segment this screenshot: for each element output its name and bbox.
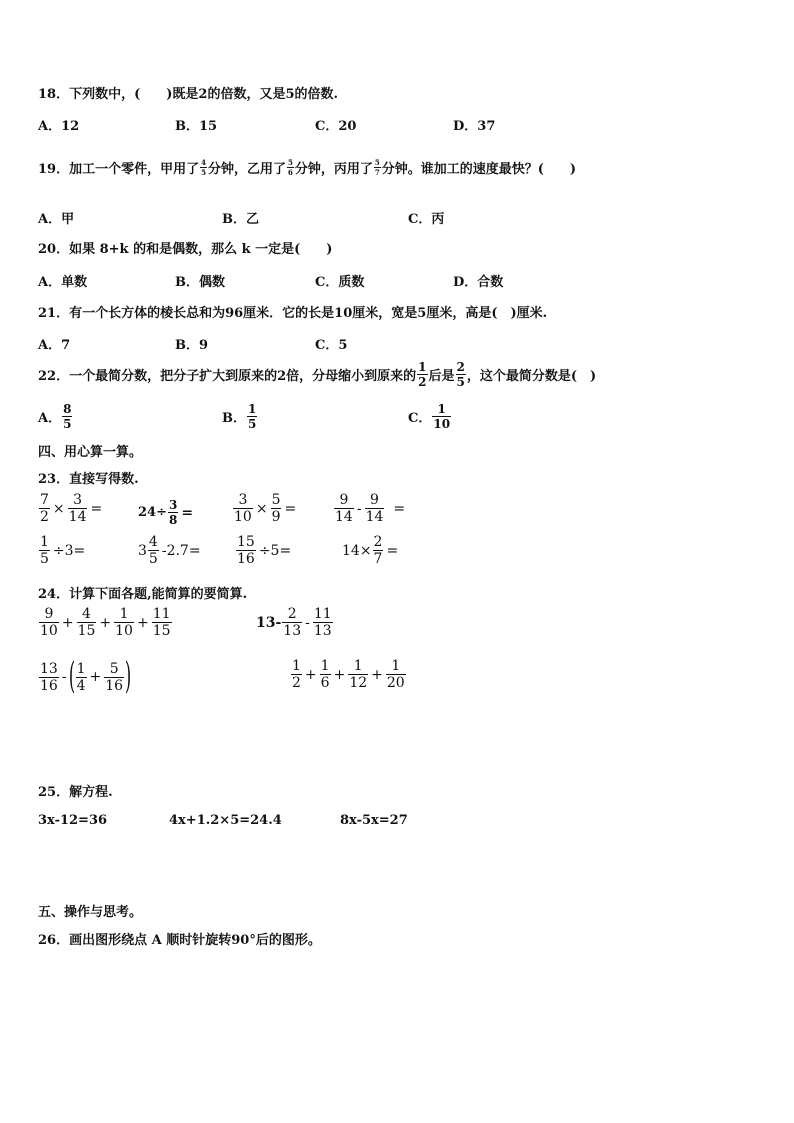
q23-expr-6: 3 $\frac{4}{5}$ -2.7= [138, 534, 201, 567]
q19-suffix: 分钟。谁加工的速度最快？( ) [381, 162, 577, 177]
q21-option-c: C．5 [315, 338, 348, 353]
q20-option-d: D．合数 [453, 275, 504, 290]
right-paren: ) [124, 656, 132, 697]
q21-option-b: B．9 [175, 338, 209, 353]
equation-3: 8x-5x=27 [340, 813, 408, 828]
fraction: $\frac{5}{7}$ [374, 158, 380, 177]
section-5-heading: 五、操作与思考。 [38, 905, 143, 920]
question-24-title: 24．计算下面各题,能简算的要简算. [38, 587, 248, 602]
fraction: $\frac{1}{10}$ [433, 402, 451, 431]
question-19-text [38, 158, 576, 177]
q23-expr-5: $\frac{1}{5}$ ÷3= [40, 534, 86, 567]
q23-expr-1: $\frac{7}{2}$ × $\frac{3}{14}$ = [40, 492, 103, 525]
q19-mid2: 分钟，丙用了 [294, 162, 373, 177]
fraction: $\frac{4}{5}$ [201, 158, 206, 177]
q22-mid: 后是 [428, 369, 455, 384]
q24-expr-1: $\frac{9}{10}$ + $\frac{4}{15}$ + $\frac{1}{10}$ + $\frac{11}{15}$ [40, 606, 171, 639]
q24-expr-2: 13- $\frac{2}{13}$ - $\frac{11}{13}$ [256, 606, 332, 639]
left-paren: ( [68, 656, 75, 697]
fraction: $\frac{2}{5}$ [456, 360, 465, 389]
q18-option-d: D．37 [453, 119, 496, 134]
q18-option-b: B．15 [175, 119, 218, 134]
q18-option-c: C．20 [315, 119, 357, 134]
question-22-text [38, 361, 596, 388]
q22-option-b: B． $\frac{1}{5}$ [222, 402, 257, 431]
section-4-heading: 四、用心算一算。 [38, 445, 143, 460]
question-26-text: 26．画出图形绕点 A 顺时针旋转90°后的图形。 [38, 933, 321, 948]
equation-1: 3x-12=36 [38, 813, 108, 828]
q23-expr-3: $\frac{3}{10}$ × $\frac{5}{9}$ = [234, 492, 297, 525]
q19-option-c: C．丙 [408, 212, 445, 227]
fraction: $\frac{1}{5}$ [248, 402, 257, 431]
q20-option-c: C．质数 [315, 275, 365, 290]
fraction: $\frac{5}{6}$ [287, 158, 293, 177]
q21-option-a: A．7 [38, 338, 71, 353]
q23-expr-2: 24÷ $\frac{3}{8}$ = [138, 498, 194, 527]
q19-option-b: B．乙 [222, 212, 259, 227]
q20-option-a: A．单数 [38, 275, 88, 290]
q24-expr-4: $\frac{1}{2}$ + $\frac{1}{6}$ + $\frac{1}{12}$ + $\frac{1}{20}$ [292, 658, 405, 691]
question-20-text: 20．如果 8+k 的和是偶数，那么 k 一定是( ) [38, 242, 333, 257]
q18-option-a: A．12 [38, 119, 80, 134]
q22-suffix: ，这个最简分数是( ) [466, 369, 597, 384]
q22-option-a: A． $\frac{8}{5}$ [38, 402, 72, 431]
q19-prefix: 19．加工一个零件，甲用了 [38, 162, 200, 177]
q23-expr-4: $\frac{9}{14}$ - $\frac{9}{14}$ = [335, 492, 406, 525]
question-21-text: 21．有一个长方体的棱长总和为96厘米．它的长是10厘米，宽是5厘米，高是( )厘米. [38, 306, 548, 321]
fraction: $\frac{8}{5}$ [63, 402, 72, 431]
question-25-title: 25．解方程. [38, 785, 113, 800]
q23-expr-7: $\frac{15}{16}$ ÷5= [237, 534, 292, 567]
question-23-title: 23．直接写得数. [38, 472, 139, 487]
q22-option-c: C． $\frac{1}{10}$ [408, 402, 451, 431]
q23-expr-8: 14× $\frac{2}{7}$ = [342, 534, 399, 567]
q20-option-b: B．偶数 [175, 275, 225, 290]
q19-mid1: 分钟，乙用了 [207, 162, 286, 177]
equation-2: 4x+1.2×5=24.4 [169, 813, 282, 828]
q19-option-a: A．甲 [38, 212, 75, 227]
q22-prefix: 22．一个最简分数，把分子扩大到原来的2倍，分母缩小到原来的 [38, 369, 417, 384]
q24-expr-3: $\frac{13}{16}$ - ( $\frac{1}{4}$ + $\frac{5}{16}$ ) [40, 656, 132, 697]
question-18-text: 18．下列数中，( )既是2的倍数，又是5的倍数. [38, 87, 339, 102]
fraction: $\frac{1}{2}$ [418, 360, 427, 389]
